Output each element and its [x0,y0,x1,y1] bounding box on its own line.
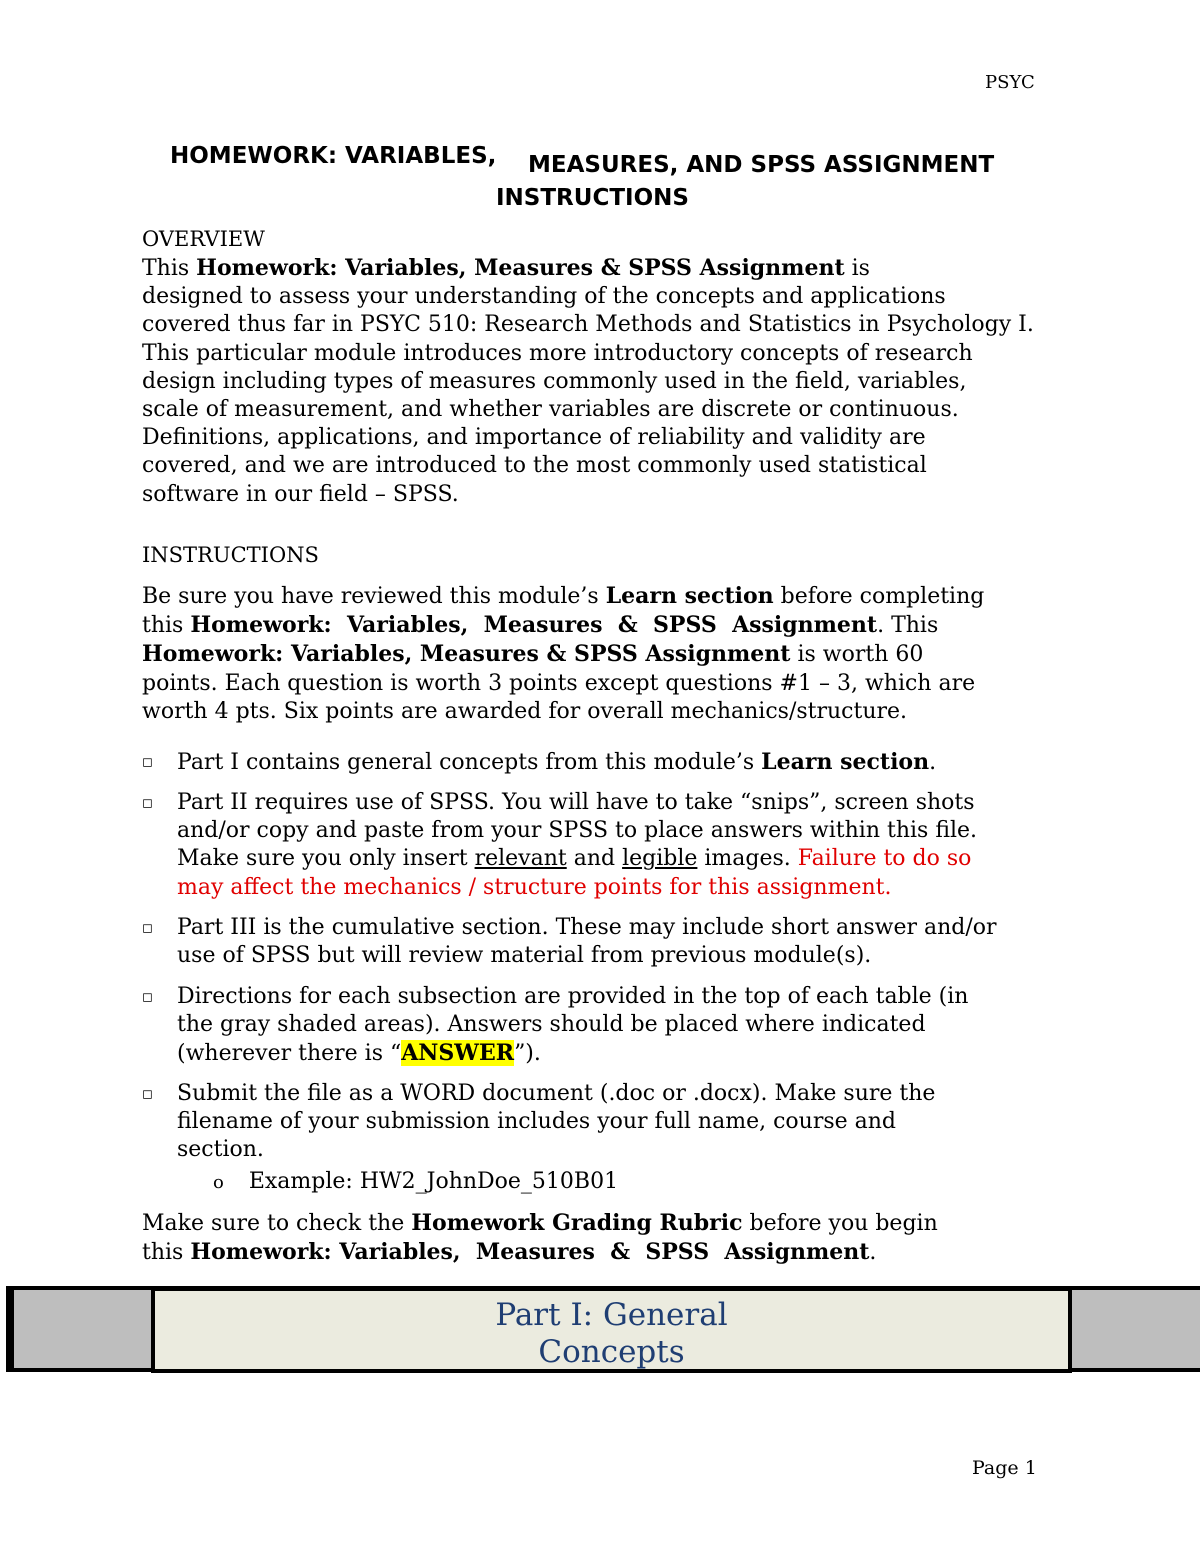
part-banner-title-line1: Part I: General [495,1297,728,1333]
overview-line: software in our field – SPSS. [142,481,459,507]
answer-highlight: ANSWER [401,1040,515,1067]
bullet-item: ◻ Part I contains general concepts from this module’s Learn section. [142,748,1032,777]
bullet-item: ◻ Directions for each subsection are provided in the top of each table (in the gray shaded areas). Answers should be placed where indicated (wherever there is “ANSWER”). [142,984,969,1067]
instructions-paragraph [142,582,1062,726]
instructions-line: Homework: Variables, Measures & SPSS Assignment is worth 60 [142,641,924,668]
checkbox-bullet-icon: ◻ [142,796,153,811]
checkbox-bullet-icon: ◻ [142,990,153,1005]
overview-line: covered thus far in PSYC 510: Research Methods and Statistics in Psychology I. [142,312,1034,338]
overview-paragraph [142,254,1062,509]
circle-bullet-icon: o [213,1172,224,1193]
bullet-item: ◻ Part II requires use of SPSS. You will have to take “snips”, screen shots and/or copy and paste from your SPSS to place answers within this file. Make sure you only insert relevant and legible images. Failure to do so may affect the mechanics / structure points for this assignment. [142,789,1032,902]
overview-line: design including types of measures commonly used in the field, variables, [142,368,967,394]
warning-text: Failure to do so [797,846,972,872]
overview-line: designed to assess your understanding of the concepts and applications [142,284,946,310]
bullet-item: ◻ Submit the file as a WORD document (.doc or .docx). Make sure the filename of your submission includes your full name, course and section. [142,1081,936,1163]
overview-heading: OVERVIEW [142,227,265,251]
instructions-line: this Homework: Variables, Measures & SPSS Assignment. This [142,612,939,639]
checkbox-bullet-icon: ◻ [142,755,153,770]
example-filename: Example: HW2_JohnDoe_510B01 [248,1169,619,1194]
part-banner [151,1287,1072,1373]
overview-line: covered, and we are introduced to the most commonly used statistical [142,453,927,479]
bullet-item: ◻ Part III is the cumulative section. These may include short answer and/or use of SPSS but will review material from previous module(s). [142,915,997,969]
part-banner-title-line2: Concepts [538,1334,685,1370]
closing-paragraph [142,1209,1062,1267]
overview-line: scale of measurement, and whether variables are discrete or continuous. [142,397,959,423]
instructions-line: worth 4 pts. Six points are awarded for overall mechanics/structure. [142,698,908,724]
closing-line: this Homework: Variables, Measures & SPSS Assignment. [142,1239,877,1266]
page-number: Page 1 [972,1457,1037,1479]
closing-line: Make sure to check the Homework Grading Rubric before you begin [142,1210,938,1236]
overview-line: This Homework: Variables, Measures & SPSS Assignment is [142,255,870,281]
running-header: PSYC [985,72,1035,93]
instructions-heading: INSTRUCTIONS [142,543,319,567]
checkbox-bullet-icon: ◻ [142,921,153,936]
overview-line: This particular module introduces more introductory concepts of research [142,340,973,366]
title-line1-b: MEASURES, AND SPSS ASSIGNMENT [528,152,995,178]
overview-line: Definitions, applications, and importance of reliability and validity are [142,425,926,451]
instructions-line: Be sure you have reviewed this module’s Learn section before completing [142,583,985,609]
title-line1-a: HOMEWORK: VARIABLES, [170,143,497,169]
checkbox-bullet-icon: ◻ [142,1087,153,1102]
warning-text: may affect the mechanics / structure points for this assignment. [177,874,892,900]
title-line2: INSTRUCTIONS [496,185,689,211]
instructions-line: points. Each question is worth 3 points except questions #1 – 3, which are [142,670,976,696]
sub-bullet-item [213,1168,618,1197]
